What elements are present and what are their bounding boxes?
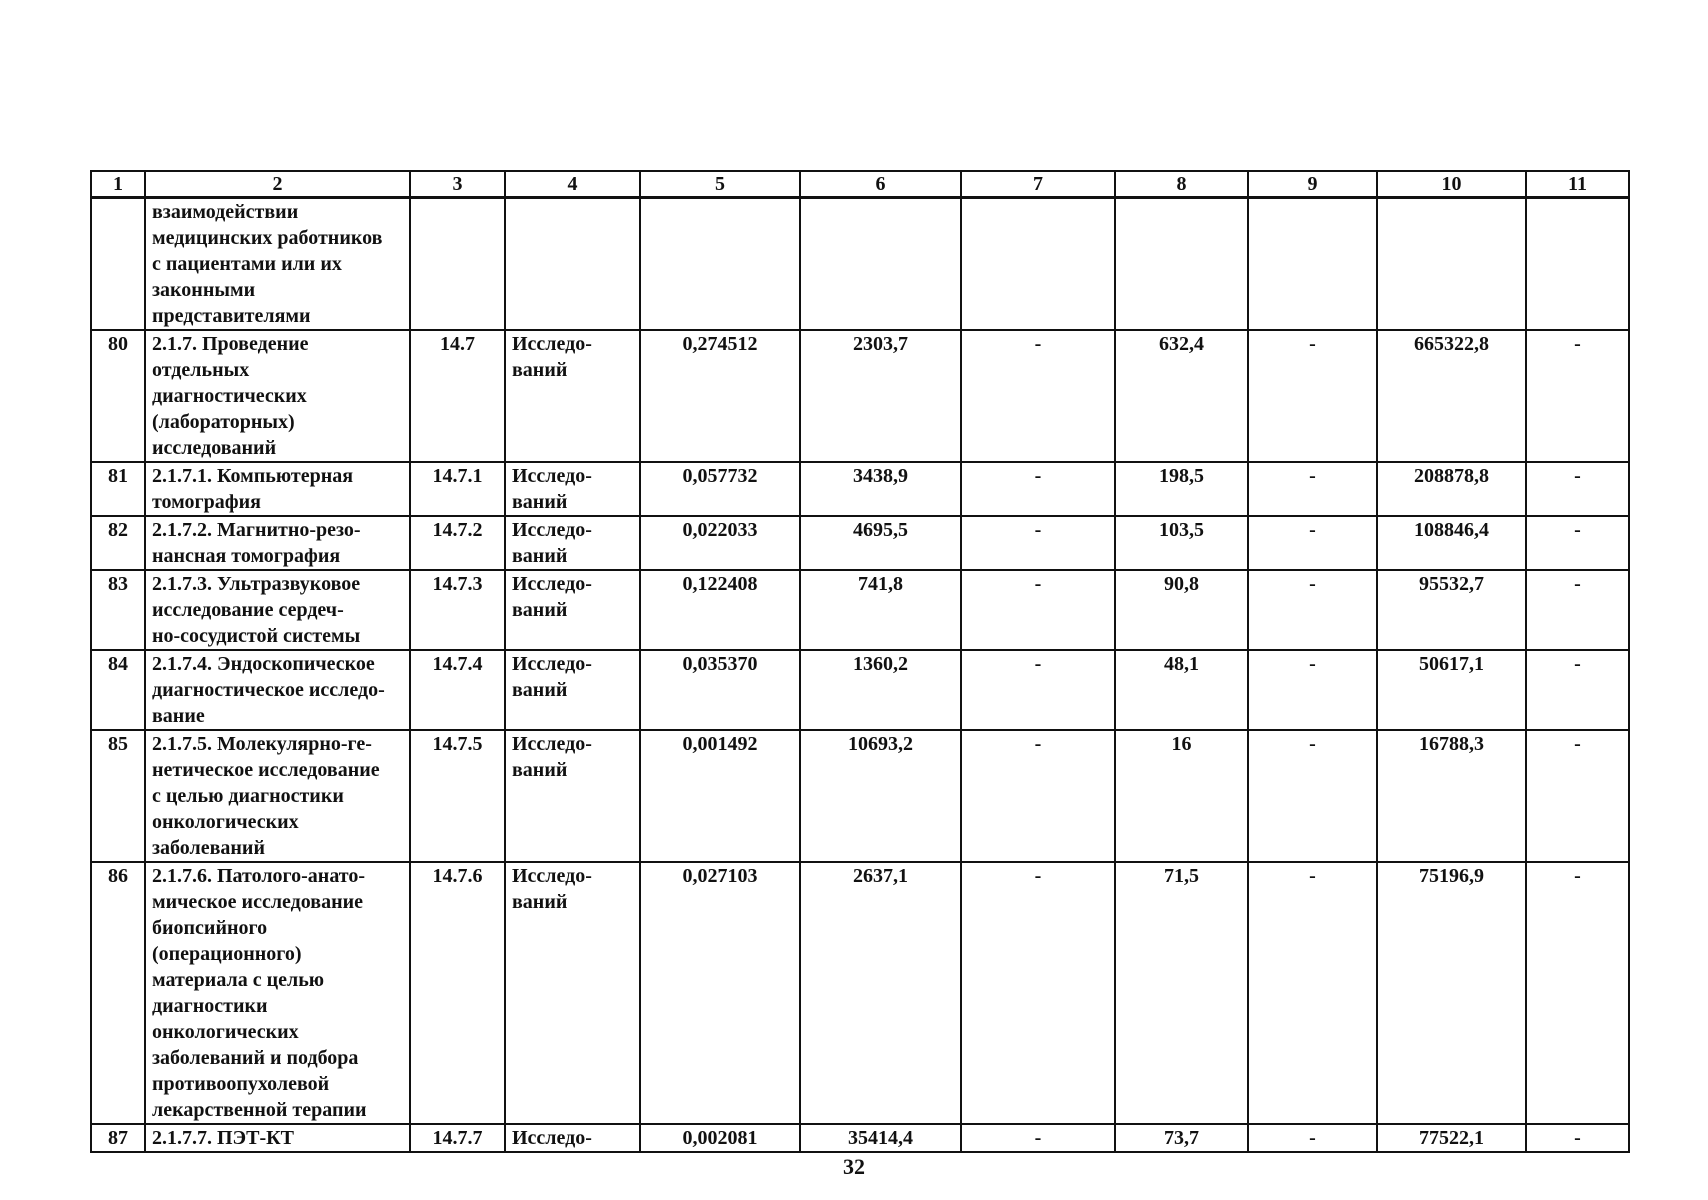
- name-cell: [145, 1124, 410, 1152]
- code-cell: 14.7.5: [410, 730, 505, 862]
- table-row: [91, 462, 1629, 516]
- unit-line: ваний: [512, 545, 568, 567]
- value-cell-c6: 2303,7: [800, 330, 961, 462]
- value-cell-c9: -: [1248, 462, 1377, 516]
- name-cell: [145, 462, 410, 516]
- row-number-cell: 85: [91, 730, 145, 862]
- unit-line: ваний: [512, 679, 568, 701]
- column-header: 8: [1115, 171, 1248, 198]
- value-cell-c8: 71,5: [1115, 862, 1248, 1124]
- value-cell-c5: 0,001492: [640, 730, 800, 862]
- value-cell-c11: -: [1526, 650, 1629, 730]
- row-number-cell: 87: [91, 1124, 145, 1152]
- name-line: 2.1.7.3. Ультразвуковое: [152, 573, 361, 595]
- unit-line: Исследо-: [512, 653, 592, 675]
- value-cell-c11: -: [1526, 462, 1629, 516]
- page-number: 32: [843, 1154, 865, 1179]
- table-row: [91, 730, 1629, 862]
- column-header: 4: [505, 171, 640, 198]
- value-cell-c8: [1115, 198, 1248, 331]
- header-row: [91, 171, 1629, 198]
- column-header: 9: [1248, 171, 1377, 198]
- unit-line: ваний: [512, 491, 568, 513]
- value-cell-c6: 35414,4: [800, 1124, 961, 1152]
- value-cell-c8: 73,7: [1115, 1124, 1248, 1152]
- table-row: [91, 862, 1629, 1124]
- unit-line: Исследо-: [512, 519, 592, 541]
- unit-line: Исследо-: [512, 573, 592, 595]
- value-cell-c5: 0,122408: [640, 570, 800, 650]
- name-line: исследований: [152, 437, 277, 459]
- document-sheet: [90, 170, 1628, 1153]
- value-cell-c5: 0,022033: [640, 516, 800, 570]
- value-cell-c7: -: [961, 650, 1115, 730]
- value-cell-c7: -: [961, 730, 1115, 862]
- unit-cell: [505, 462, 640, 516]
- value-cell-c10: 665322,8: [1377, 330, 1526, 462]
- row-number-cell: 82: [91, 516, 145, 570]
- column-header: 5: [640, 171, 800, 198]
- code-cell: 14.7.3: [410, 570, 505, 650]
- name-line: томография: [152, 491, 261, 513]
- value-cell-c11: -: [1526, 570, 1629, 650]
- name-cell: [145, 862, 410, 1124]
- value-cell-c11: -: [1526, 516, 1629, 570]
- column-header: 7: [961, 171, 1115, 198]
- value-cell-c5: 0,002081: [640, 1124, 800, 1152]
- name-line: противоопухолевой: [152, 1073, 330, 1095]
- value-cell-c7: -: [961, 1124, 1115, 1152]
- name-line: диагностическое исследо-: [152, 679, 385, 701]
- unit-line: Исследо-: [512, 865, 592, 887]
- name-cell: [145, 198, 410, 331]
- name-line: представителями: [152, 305, 311, 327]
- value-cell-c5: 0,274512: [640, 330, 800, 462]
- row-number-cell: 84: [91, 650, 145, 730]
- row-number-cell: 81: [91, 462, 145, 516]
- unit-line: Исследо-: [512, 1127, 592, 1149]
- row-number-cell: 83: [91, 570, 145, 650]
- value-cell-c6: 3438,9: [800, 462, 961, 516]
- value-cell-c6: 4695,5: [800, 516, 961, 570]
- unit-line: ваний: [512, 891, 568, 913]
- value-cell-c10: 75196,9: [1377, 862, 1526, 1124]
- unit-line: Исследо-: [512, 333, 592, 355]
- name-line: онкологических: [152, 811, 299, 833]
- value-cell-c7: -: [961, 570, 1115, 650]
- name-line: заболеваний и подбора: [152, 1047, 359, 1069]
- name-cell: [145, 570, 410, 650]
- name-line: (операционного): [152, 943, 302, 965]
- name-line: 2.1.7. Проведение: [152, 333, 309, 355]
- name-cell: [145, 730, 410, 862]
- name-line: материала с целью: [152, 969, 325, 991]
- table-row: [91, 1124, 1629, 1152]
- name-cell: [145, 650, 410, 730]
- unit-cell: [505, 198, 640, 331]
- value-cell-c6: 2637,1: [800, 862, 961, 1124]
- name-line: (лабораторных): [152, 411, 295, 433]
- unit-line: ваний: [512, 599, 568, 621]
- table-body: [91, 171, 1629, 1152]
- name-cell: [145, 516, 410, 570]
- name-line: исследование сердеч-: [152, 599, 344, 621]
- value-cell-c10: 16788,3: [1377, 730, 1526, 862]
- name-cell: [145, 330, 410, 462]
- value-cell-c9: -: [1248, 570, 1377, 650]
- value-cell-c10: 208878,8: [1377, 462, 1526, 516]
- name-line: 2.1.7.2. Магнитно-резо-: [152, 519, 361, 541]
- row-number-cell: [91, 198, 145, 331]
- unit-cell: [505, 730, 640, 862]
- code-cell: 14.7.6: [410, 862, 505, 1124]
- name-line: мическое исследование: [152, 891, 364, 913]
- value-cell-c6: [800, 198, 961, 331]
- value-cell-c8: 16: [1115, 730, 1248, 862]
- value-cell-c6: 1360,2: [800, 650, 961, 730]
- code-cell: 14.7.2: [410, 516, 505, 570]
- value-cell-c9: -: [1248, 730, 1377, 862]
- value-cell-c11: -: [1526, 730, 1629, 862]
- value-cell-c5: 0,027103: [640, 862, 800, 1124]
- unit-line: Исследо-: [512, 733, 592, 755]
- value-cell-c8: 632,4: [1115, 330, 1248, 462]
- unit-cell: [505, 650, 640, 730]
- column-header: 1: [91, 171, 145, 198]
- value-cell-c10: [1377, 198, 1526, 331]
- unit-cell: [505, 516, 640, 570]
- value-cell-c9: -: [1248, 650, 1377, 730]
- value-cell-c6: 741,8: [800, 570, 961, 650]
- value-cell-c9: -: [1248, 1124, 1377, 1152]
- name-line: взаимодействии: [152, 201, 299, 223]
- column-header: 10: [1377, 171, 1526, 198]
- value-cell-c9: -: [1248, 516, 1377, 570]
- name-line: с пациентами или их: [152, 253, 342, 275]
- unit-cell: [505, 862, 640, 1124]
- name-line: диагностических: [152, 385, 307, 407]
- name-line: с целью диагностики: [152, 785, 344, 807]
- code-cell: 14.7: [410, 330, 505, 462]
- unit-line: ваний: [512, 759, 568, 781]
- name-line: медицинских работников: [152, 227, 383, 249]
- value-cell-c5: 0,035370: [640, 650, 800, 730]
- value-cell-c11: -: [1526, 1124, 1629, 1152]
- column-header: 11: [1526, 171, 1629, 198]
- name-line: законными: [152, 279, 256, 301]
- name-line: 2.1.7.1. Компьютерная: [152, 465, 354, 487]
- name-line: онкологических: [152, 1021, 299, 1043]
- table-row: [91, 650, 1629, 730]
- name-line: 2.1.7.6. Патолого-анато-: [152, 865, 366, 887]
- name-line: биопсийного: [152, 917, 268, 939]
- name-line: нансная томография: [152, 545, 341, 567]
- value-cell-c7: -: [961, 330, 1115, 462]
- name-line: нетическое исследование: [152, 759, 380, 781]
- data-table: [90, 170, 1630, 1153]
- value-cell-c10: 50617,1: [1377, 650, 1526, 730]
- value-cell-c8: 90,8: [1115, 570, 1248, 650]
- table-row: [91, 330, 1629, 462]
- code-cell: [410, 198, 505, 331]
- value-cell-c11: [1526, 198, 1629, 331]
- value-cell-c11: -: [1526, 862, 1629, 1124]
- code-cell: 14.7.4: [410, 650, 505, 730]
- name-line: вание: [152, 705, 205, 727]
- name-line: отдельных: [152, 359, 250, 381]
- table-row: [91, 516, 1629, 570]
- value-cell-c7: -: [961, 516, 1115, 570]
- value-cell-c9: -: [1248, 330, 1377, 462]
- name-line: 2.1.7.7. ПЭТ-КТ: [152, 1127, 294, 1149]
- code-cell: 14.7.7: [410, 1124, 505, 1152]
- value-cell-c9: -: [1248, 862, 1377, 1124]
- value-cell-c7: -: [961, 462, 1115, 516]
- column-header: 3: [410, 171, 505, 198]
- value-cell-c10: 108846,4: [1377, 516, 1526, 570]
- column-header: 6: [800, 171, 961, 198]
- value-cell-c10: 77522,1: [1377, 1124, 1526, 1152]
- row-number-cell: 86: [91, 862, 145, 1124]
- value-cell-c9: [1248, 198, 1377, 331]
- code-cell: 14.7.1: [410, 462, 505, 516]
- unit-cell: [505, 1124, 640, 1152]
- name-line: 2.1.7.4. Эндоскопическое: [152, 653, 375, 675]
- name-line: заболеваний: [152, 837, 265, 859]
- table-row: [91, 570, 1629, 650]
- value-cell-c8: 103,5: [1115, 516, 1248, 570]
- value-cell-c6: 10693,2: [800, 730, 961, 862]
- value-cell-c10: 95532,7: [1377, 570, 1526, 650]
- row-number-cell: 80: [91, 330, 145, 462]
- value-cell-c7: [961, 198, 1115, 331]
- table-row: [91, 198, 1629, 331]
- unit-cell: [505, 570, 640, 650]
- value-cell-c8: 48,1: [1115, 650, 1248, 730]
- name-line: но-сосудистой системы: [152, 625, 361, 647]
- value-cell-c8: 198,5: [1115, 462, 1248, 516]
- value-cell-c11: -: [1526, 330, 1629, 462]
- unit-line: Исследо-: [512, 465, 592, 487]
- name-line: диагностики: [152, 995, 268, 1017]
- value-cell-c5: [640, 198, 800, 331]
- column-header: 2: [145, 171, 410, 198]
- unit-cell: [505, 330, 640, 462]
- value-cell-c5: 0,057732: [640, 462, 800, 516]
- name-line: 2.1.7.5. Молекулярно-ге-: [152, 733, 372, 755]
- value-cell-c7: -: [961, 862, 1115, 1124]
- unit-line: ваний: [512, 359, 568, 381]
- name-line: лекарственной терапии: [152, 1099, 367, 1121]
